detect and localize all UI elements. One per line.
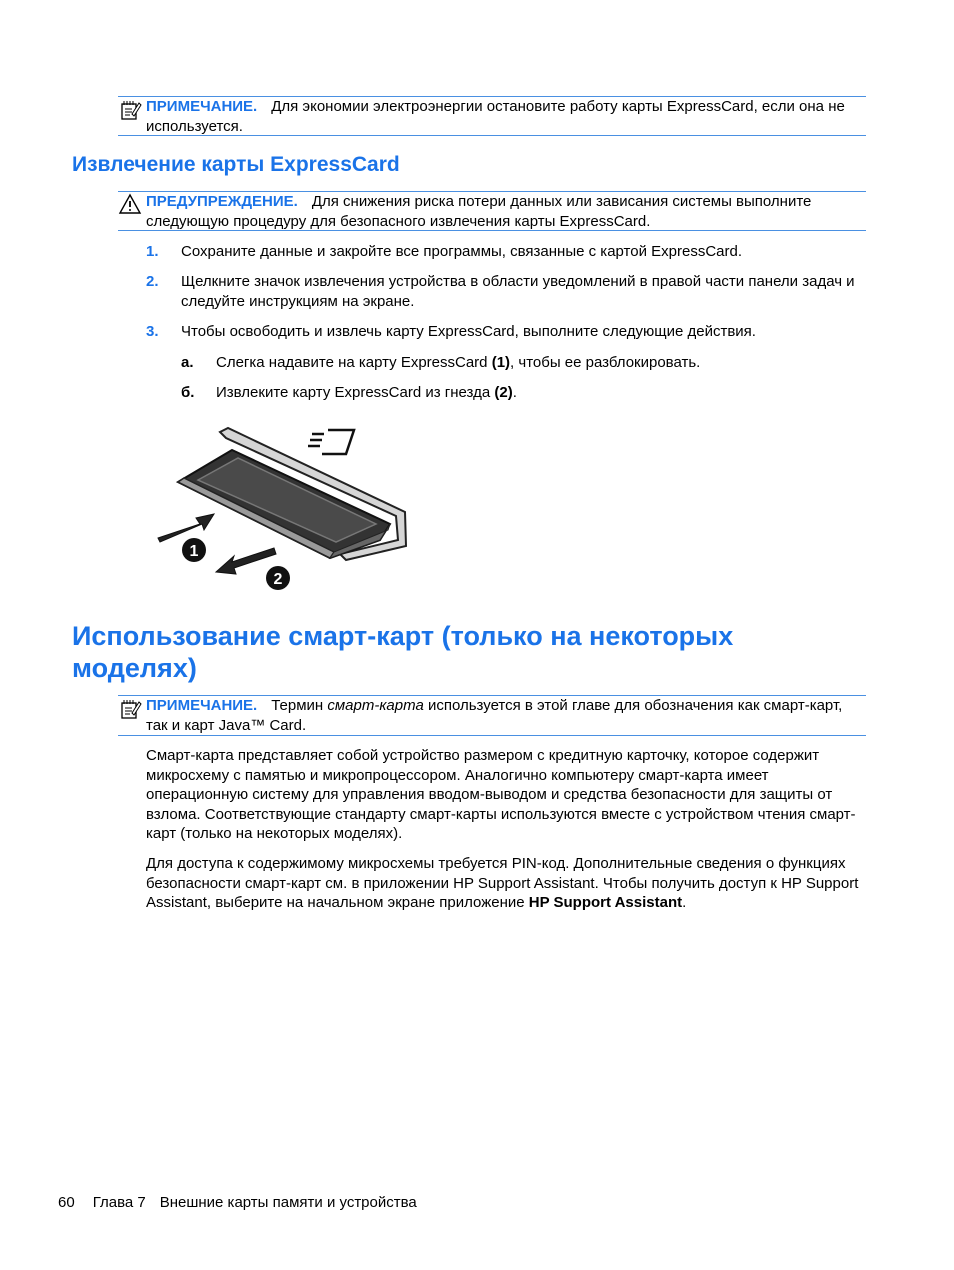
substep-text-part: Извлеките карту ExpressCard из гнезда — [216, 384, 495, 401]
warning-text — [146, 192, 866, 231]
chapter-title: Внешние карты памяти и устройства — [159, 1194, 417, 1211]
heading-line-1: Использование смарт-карт (только на некоторых — [72, 621, 734, 651]
heading-line-2: моделях) — [72, 653, 197, 683]
step-number: 1. — [146, 243, 159, 260]
warning-label: ПРЕДУПРЕЖДЕНИЕ. — [146, 193, 298, 210]
note-icon — [120, 99, 142, 121]
body-paragraph — [146, 854, 860, 913]
paragraph-text: . — [682, 894, 687, 911]
warning-icon — [118, 193, 142, 215]
note-callout — [118, 695, 866, 736]
page-footer — [58, 1193, 417, 1213]
expresscard-icon — [308, 430, 354, 454]
substep-text-part: . — [512, 384, 517, 401]
step-number: 3. — [146, 323, 159, 340]
substep-text — [216, 353, 856, 373]
section-heading: Извлечение карты ExpressCard — [72, 153, 400, 176]
note-icon — [120, 698, 142, 720]
page-number: 60 — [58, 1194, 75, 1211]
substep-text — [216, 383, 856, 403]
substep-callout-ref: (1) — [491, 354, 511, 371]
insert-arrow — [158, 514, 214, 542]
substep-letter: б. — [181, 384, 195, 401]
chapter-number: Глава 7 — [92, 1194, 146, 1211]
note-body: Термин — [271, 697, 328, 714]
expresscard-illustration — [150, 420, 420, 600]
note-text — [146, 696, 866, 735]
note-label: ПРИМЕЧАНИЕ. — [146, 697, 258, 714]
callout-2-label: 2 — [273, 571, 283, 588]
step-text: Сохраните данные и закройте все программы, связанные с картой ExpressCard. — [181, 243, 743, 260]
substep-text-part: , чтобы ее разблокировать. — [510, 354, 701, 371]
body-paragraph: Смарт-карта представляет собой устройство размером с кредитную карточку, которое содержит микросхему с памятью и микропроцессором. Аналогично компьютеру смарт-карта имеет операционную систему для управления вводом-выводом и средства безопасности для защиты от взлома. Соответствующие стандарту смарт-карты используются вместе с устройством чтения смарт-карт (только на некоторых моделях). — [146, 747, 856, 842]
step-text: Щелкните значок извлечения устройства в области уведомлений в правой части панели задач и следуйте инструкциям на экране. — [181, 273, 855, 310]
note-body: используется в этой главе для обозначения как смарт-карт, так и карт Java™ Card. — [146, 697, 843, 734]
paragraph-text: Для доступа к содержимому микросхемы требуется PIN-код. Дополнительные сведения о функциях безопасности смарт-карт см. в приложении HP Support Assistant. Чтобы получить доступ к HP Support Assistant, выберите на начальном экране приложение — [146, 855, 859, 911]
note-body: Для экономии электроэнергии остановите работу карты ExpressCard, если она не используется. — [146, 98, 845, 135]
note-label: ПРИМЕЧАНИЕ. — [146, 98, 258, 115]
warning-callout — [118, 191, 866, 231]
step-number: 2. — [146, 273, 159, 290]
substep-text-part: Слегка надавите на карту ExpressCard — [216, 354, 492, 371]
callout-1-label: 1 — [189, 543, 199, 560]
substep-callout-ref: (2) — [494, 384, 513, 401]
substep-letter: а. — [181, 354, 194, 371]
warning-body: Для снижения риска потери данных или зависания системы выполните следующую процедуру для безопасного извлечения карты ExpressCard. — [146, 193, 812, 230]
chapter-section-heading — [72, 620, 872, 684]
app-name: HP Support Assistant — [528, 894, 683, 911]
remove-arrow — [216, 548, 276, 574]
step-text: Чтобы освободить и извлечь карту ExpressCard, выполните следующие действия. — [181, 323, 756, 340]
note-term: смарт-карта — [327, 697, 424, 714]
note-callout — [118, 96, 866, 136]
note-text — [146, 97, 866, 136]
